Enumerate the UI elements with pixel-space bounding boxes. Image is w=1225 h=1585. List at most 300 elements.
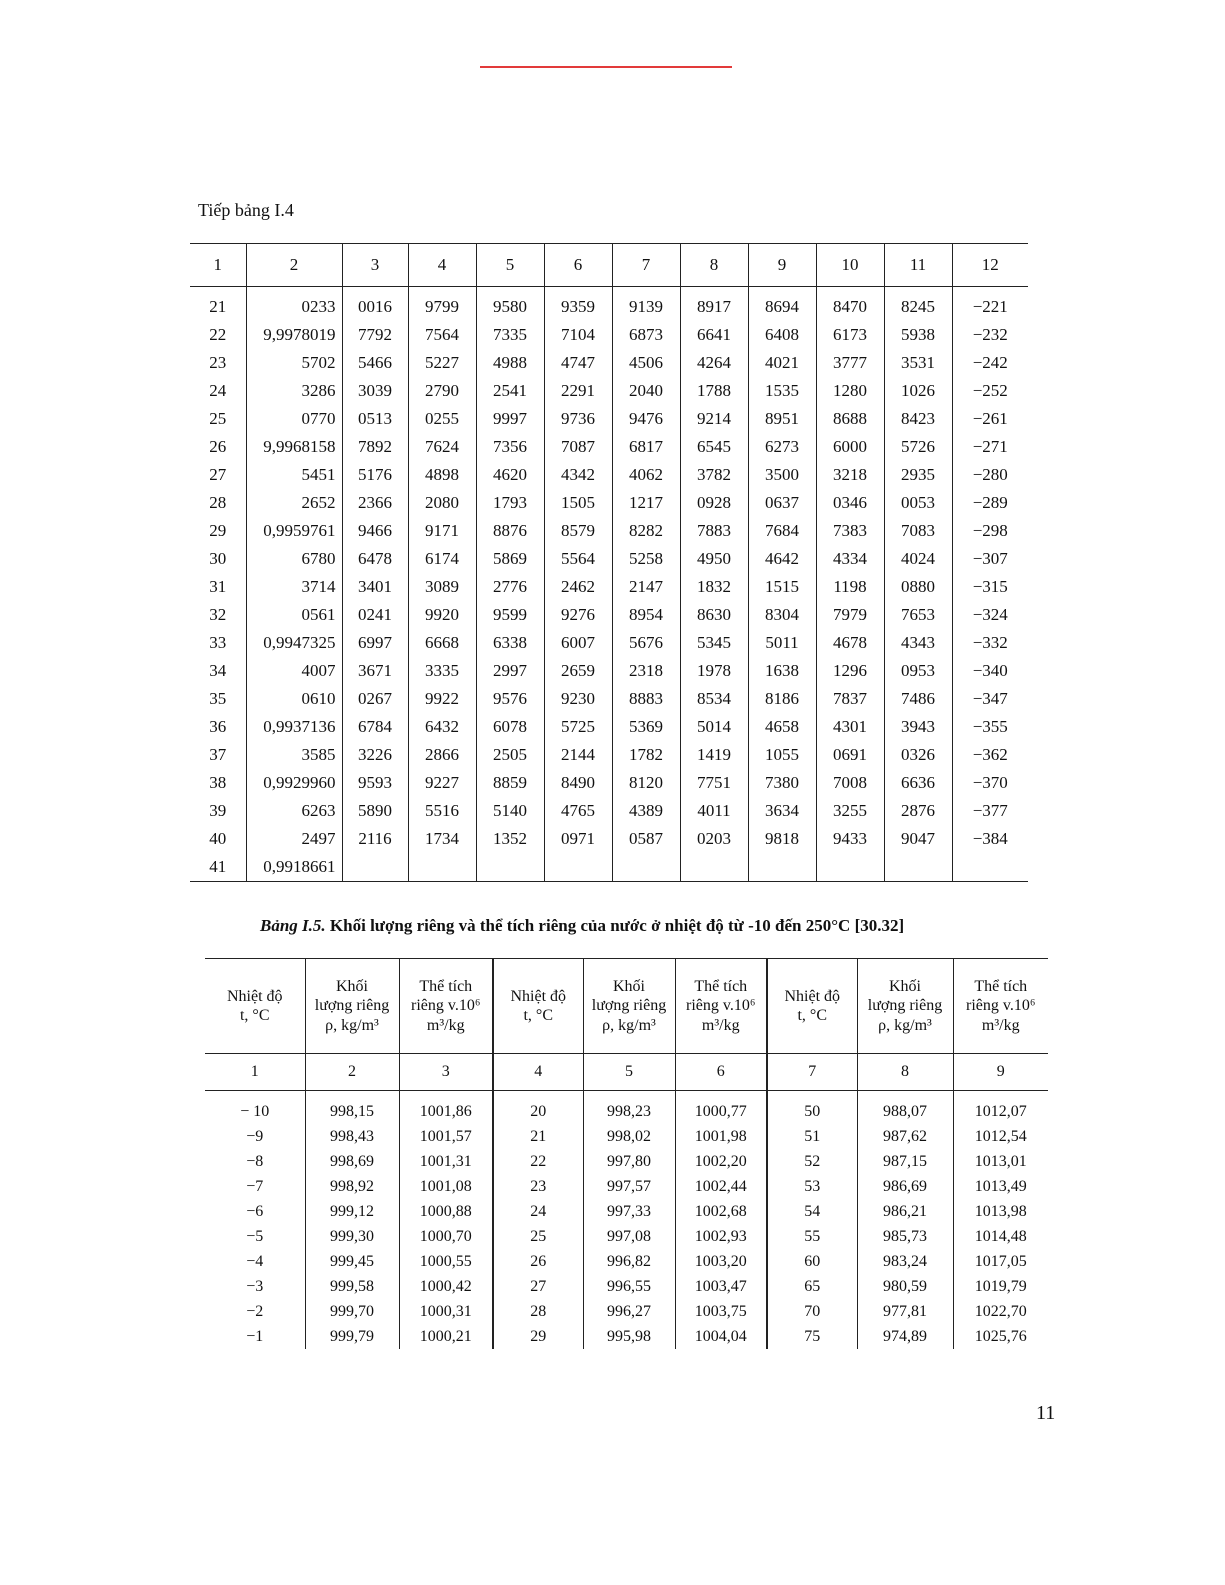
- table-cell: 7979: [816, 601, 884, 629]
- table-cell: 1001,08: [399, 1174, 493, 1199]
- table-cell: −289: [952, 489, 1028, 517]
- header-line: Thể tích: [694, 978, 748, 996]
- table-cell: 37: [209, 745, 227, 764]
- table-cell: 0971: [544, 825, 612, 853]
- table-cell: 1000,88: [399, 1199, 493, 1224]
- table-cell: 999,45: [305, 1249, 399, 1274]
- continuation-label: Tiếp bảng I.4: [198, 200, 294, 220]
- table-cell: 1296: [816, 657, 884, 685]
- table-cell: 55: [767, 1224, 857, 1249]
- column-number: 8: [857, 1054, 953, 1091]
- table-cell: 4334: [816, 545, 884, 573]
- table-cell: 9359: [544, 287, 612, 322]
- table-cell: 21: [209, 297, 227, 316]
- header-cell: 2: [246, 244, 342, 287]
- table-cell: 9818: [748, 825, 816, 853]
- table-cell: 998,23: [583, 1091, 675, 1125]
- table-cell: 4988: [476, 349, 544, 377]
- table-cell: 4021: [748, 349, 816, 377]
- header-cell: [205, 959, 305, 1054]
- table-cell: 996,55: [583, 1274, 675, 1299]
- column-number: 9: [953, 1054, 1048, 1091]
- table-cell: 6997: [342, 629, 408, 657]
- header-cell: 7: [612, 244, 680, 287]
- table-cell: 5369: [612, 713, 680, 741]
- table-cell: −298: [952, 517, 1028, 545]
- header-line: Nhiệt độ: [784, 987, 841, 1005]
- table-cell: −221: [952, 287, 1028, 322]
- table-cell: 3585: [246, 741, 342, 769]
- table-cell: 1000,77: [675, 1091, 767, 1125]
- table-cell: 7008: [816, 769, 884, 797]
- header-line: lượng riêng: [591, 997, 667, 1015]
- table-cell: 0513: [342, 405, 408, 433]
- table-cell: 2866: [408, 741, 476, 769]
- table-cell: 2144: [544, 741, 612, 769]
- table-cell: 5345: [680, 629, 748, 657]
- table-cell: 28: [209, 493, 227, 512]
- table-cell: 7104: [544, 321, 612, 349]
- table-cell: 4765: [544, 797, 612, 825]
- table-cell: 6432: [408, 713, 476, 741]
- table-cell: 8579: [544, 517, 612, 545]
- table-cell: 1012,07: [953, 1091, 1048, 1125]
- table-cell: 26: [493, 1249, 583, 1274]
- table-cell: 5702: [246, 349, 342, 377]
- table-cell: −252: [952, 377, 1028, 405]
- table-cell: 4301: [816, 713, 884, 741]
- table-cell: −307: [952, 545, 1028, 573]
- table-cell: 9576: [476, 685, 544, 713]
- table-cell: 4024: [884, 545, 952, 573]
- header-cell: [583, 959, 675, 1054]
- table-cell: 8490: [544, 769, 612, 797]
- table-cell: 3943: [884, 713, 952, 741]
- table-cell: 8883: [612, 685, 680, 713]
- table-cell: 0016: [342, 287, 408, 322]
- table-cell: 986,69: [857, 1174, 953, 1199]
- table-row: [190, 349, 1028, 377]
- table-cell: 6784: [342, 713, 408, 741]
- table-cell: 35: [209, 689, 227, 708]
- table-cell: 3777: [816, 349, 884, 377]
- table-cell: 3634: [748, 797, 816, 825]
- table-i4: [190, 243, 1028, 882]
- table-cell: 4343: [884, 629, 952, 657]
- table-cell: 9922: [408, 685, 476, 713]
- table-cell: 1352: [476, 825, 544, 853]
- table-cell: 9920: [408, 601, 476, 629]
- table-cell: 5938: [884, 321, 952, 349]
- table-cell: 29: [209, 521, 227, 540]
- table-cell: 6636: [884, 769, 952, 797]
- table-cell: 8694: [748, 287, 816, 322]
- table-cell: 1793: [476, 489, 544, 517]
- table-cell: 3782: [680, 461, 748, 489]
- table-cell: 7751: [680, 769, 748, 797]
- table-cell: 987,15: [857, 1149, 953, 1174]
- table-cell: 8951: [748, 405, 816, 433]
- table-cell: 9171: [408, 517, 476, 545]
- table-row: [190, 377, 1028, 405]
- table-row: [190, 825, 1028, 853]
- table-cell: 23: [209, 353, 227, 372]
- header-rule: [480, 66, 732, 68]
- table-cell: 7684: [748, 517, 816, 545]
- table-cell: 1002,68: [675, 1199, 767, 1224]
- table-cell: 2366: [342, 489, 408, 517]
- table-cell: 0561: [246, 601, 342, 629]
- header-cell: 10: [816, 244, 884, 287]
- table-cell: 24: [209, 381, 227, 400]
- table-cell: 4678: [816, 629, 884, 657]
- header-cell: 4: [408, 244, 476, 287]
- table-cell: 2659: [544, 657, 612, 685]
- table-cell: 8423: [884, 405, 952, 433]
- table-cell: 1978: [680, 657, 748, 685]
- table-cell: 1017,05: [953, 1249, 1048, 1274]
- table-cell: −332: [952, 629, 1028, 657]
- table-cell: 4007: [246, 657, 342, 685]
- table-cell: 8245: [884, 287, 952, 322]
- table-cell: 996,82: [583, 1249, 675, 1274]
- header-cell: 5: [476, 244, 544, 287]
- table-cell: −7: [246, 1177, 264, 1195]
- table-cell: 1001,86: [399, 1091, 493, 1125]
- table-cell: 1217: [612, 489, 680, 517]
- table-row: [190, 405, 1028, 433]
- column-number: 4: [493, 1054, 583, 1091]
- table-cell: 8534: [680, 685, 748, 713]
- table-row: [190, 287, 1028, 322]
- table-cell: 4950: [680, 545, 748, 573]
- table-cell: −377: [952, 797, 1028, 825]
- table-cell: 0,9947325: [246, 629, 342, 657]
- page-number: 11: [1036, 1402, 1056, 1424]
- table-cell: 1013,01: [953, 1149, 1048, 1174]
- table-cell: 0953: [884, 657, 952, 685]
- table-cell: 2505: [476, 741, 544, 769]
- header-line: m³/kg: [426, 1016, 465, 1034]
- table-cell: 6007: [544, 629, 612, 657]
- table-cell: −4: [246, 1252, 264, 1270]
- table-cell: 4389: [612, 797, 680, 825]
- table-row: [190, 573, 1028, 601]
- table-cell: −3: [246, 1277, 264, 1295]
- table-cell: 980,59: [857, 1274, 953, 1299]
- table-cell: −261: [952, 405, 1028, 433]
- table-cell: [816, 853, 884, 882]
- table-cell: 983,24: [857, 1249, 953, 1274]
- table-cell: 36: [209, 717, 227, 736]
- table-cell: 2080: [408, 489, 476, 517]
- table-cell: 7335: [476, 321, 544, 349]
- table-cell: 9599: [476, 601, 544, 629]
- table-cell: −6: [246, 1202, 264, 1220]
- table-cell: [408, 853, 476, 882]
- table-cell: 2652: [246, 489, 342, 517]
- table-cell: 9,9968158: [246, 433, 342, 461]
- table-cell: [884, 853, 952, 882]
- header-cell: [767, 959, 857, 1054]
- table-cell: 2291: [544, 377, 612, 405]
- table-cell: 1198: [816, 573, 884, 601]
- table-cell: 1003,47: [675, 1274, 767, 1299]
- table-cell: 8120: [612, 769, 680, 797]
- table-cell: 0770: [246, 405, 342, 433]
- column-number: 1: [205, 1054, 305, 1091]
- table-cell: 985,73: [857, 1224, 953, 1249]
- table-cell: 51: [767, 1124, 857, 1149]
- table-cell: 8859: [476, 769, 544, 797]
- table-cell: 24: [493, 1199, 583, 1224]
- header-cell: [399, 959, 493, 1054]
- table-cell: 54: [767, 1199, 857, 1224]
- table-cell: 7383: [816, 517, 884, 545]
- table-row: [205, 1224, 1048, 1249]
- table-cell: −5: [246, 1227, 264, 1245]
- table-cell: 3089: [408, 573, 476, 601]
- table-cell: 2040: [612, 377, 680, 405]
- table-cell: 40: [209, 829, 227, 848]
- table-cell: 0610: [246, 685, 342, 713]
- table-cell: 6174: [408, 545, 476, 573]
- table-row: [205, 1174, 1048, 1199]
- table-cell: 0267: [342, 685, 408, 713]
- header-line: t, °C: [239, 1007, 270, 1024]
- header-line: Khối: [613, 978, 645, 996]
- table-cell: 26: [209, 437, 227, 456]
- table-cell: 7380: [748, 769, 816, 797]
- table-cell: 53: [767, 1174, 857, 1199]
- table-cell: 3039: [342, 377, 408, 405]
- table-cell: 977,81: [857, 1299, 953, 1324]
- column-number: 3: [399, 1054, 493, 1091]
- table-cell: 9276: [544, 601, 612, 629]
- table-cell: 1026: [884, 377, 952, 405]
- table-cell: 1002,93: [675, 1224, 767, 1249]
- table-cell: 5176: [342, 461, 408, 489]
- table-cell: 1001,98: [675, 1124, 767, 1149]
- table-cell: 999,79: [305, 1324, 399, 1349]
- table-cell: 0,9929960: [246, 769, 342, 797]
- table-cell: 1000,55: [399, 1249, 493, 1274]
- table-cell: 1505: [544, 489, 612, 517]
- table-row: [190, 629, 1028, 657]
- table-cell: 8954: [612, 601, 680, 629]
- table-cell: 1000,31: [399, 1299, 493, 1324]
- table-cell: −1: [246, 1327, 264, 1345]
- table-cell: [612, 853, 680, 882]
- table-cell: 33: [209, 633, 227, 652]
- table-cell: 3500: [748, 461, 816, 489]
- header-line: ρ, kg/m³: [878, 1016, 932, 1034]
- header-line: riêng v.10⁶: [966, 997, 1036, 1015]
- table-cell: 7083: [884, 517, 952, 545]
- table-cell: 38: [209, 773, 227, 792]
- table-row: [205, 1199, 1048, 1224]
- table-cell: 8917: [680, 287, 748, 322]
- header-line: m³/kg: [981, 1016, 1020, 1034]
- header-cell: 12: [952, 244, 1028, 287]
- table-row: [190, 461, 1028, 489]
- table-row: [205, 1299, 1048, 1324]
- table-row: [190, 769, 1028, 797]
- table-cell: 6263: [246, 797, 342, 825]
- header-line: t, °C: [797, 1007, 827, 1024]
- table-cell: 4011: [680, 797, 748, 825]
- table-cell: [342, 853, 408, 882]
- table-cell: 4264: [680, 349, 748, 377]
- table-cell: 3226: [342, 741, 408, 769]
- table-cell: −2: [246, 1302, 264, 1320]
- table-cell: 5676: [612, 629, 680, 657]
- table-cell: 1013,98: [953, 1199, 1048, 1224]
- table-cell: 1001,31: [399, 1149, 493, 1174]
- table-row: [190, 685, 1028, 713]
- table-cell: 7624: [408, 433, 476, 461]
- table-cell: −280: [952, 461, 1028, 489]
- table-cell: −271: [952, 433, 1028, 461]
- table-cell: 1535: [748, 377, 816, 405]
- table-row: [190, 741, 1028, 769]
- table-cell: 997,33: [583, 1199, 675, 1224]
- table-cell: 1638: [748, 657, 816, 685]
- table-cell: 6668: [408, 629, 476, 657]
- table-row: [190, 545, 1028, 573]
- table-row: [205, 1149, 1048, 1174]
- table-i4-header: [190, 244, 1028, 287]
- header-cell: [953, 959, 1048, 1054]
- table-cell: 5869: [476, 545, 544, 573]
- table-cell: 1000,70: [399, 1224, 493, 1249]
- table-cell: 4620: [476, 461, 544, 489]
- header-line: lượng riêng: [867, 997, 943, 1015]
- table-cell: 2776: [476, 573, 544, 601]
- table-cell: 5725: [544, 713, 612, 741]
- table-cell: 5140: [476, 797, 544, 825]
- table-cell: 2116: [342, 825, 408, 853]
- table-cell: 1419: [680, 741, 748, 769]
- table-cell: −9: [246, 1127, 264, 1145]
- table-cell: 5227: [408, 349, 476, 377]
- column-number: 5: [583, 1054, 675, 1091]
- table-cell: 41: [190, 853, 246, 882]
- table-cell: 1788: [680, 377, 748, 405]
- table-cell: 7486: [884, 685, 952, 713]
- table-cell: [952, 853, 1028, 882]
- table-row: [190, 489, 1028, 517]
- table-cell: 28: [493, 1299, 583, 1324]
- table-cell: 6545: [680, 433, 748, 461]
- table-cell: 987,62: [857, 1124, 953, 1149]
- table-cell: 0637: [748, 489, 816, 517]
- table-cell: 988,07: [857, 1091, 953, 1125]
- table-cell: 9047: [884, 825, 952, 853]
- table-cell: 0928: [680, 489, 748, 517]
- table-cell: 6173: [816, 321, 884, 349]
- table-cell: 5726: [884, 433, 952, 461]
- table-cell: 6000: [816, 433, 884, 461]
- header-line: Thể tích: [419, 978, 473, 996]
- table-cell: 0053: [884, 489, 952, 517]
- table-cell: 9997: [476, 405, 544, 433]
- table-cell: 7087: [544, 433, 612, 461]
- table-cell: 20: [493, 1091, 583, 1125]
- table-cell: 0,9959761: [246, 517, 342, 545]
- table-cell: 7564: [408, 321, 476, 349]
- header-line: Khối: [889, 978, 921, 996]
- table-cell: 0326: [884, 741, 952, 769]
- table-cell: 1280: [816, 377, 884, 405]
- table-row: [205, 1091, 1048, 1125]
- table-cell: 5890: [342, 797, 408, 825]
- table-cell: 4642: [748, 545, 816, 573]
- table-row: [190, 713, 1028, 741]
- table-cell: 7892: [342, 433, 408, 461]
- table-cell: 998,92: [305, 1174, 399, 1199]
- table-cell: 2462: [544, 573, 612, 601]
- table-cell: −384: [952, 825, 1028, 853]
- table-cell: 22: [209, 325, 227, 344]
- table-cell: 1003,20: [675, 1249, 767, 1274]
- table-cell: 22: [493, 1149, 583, 1174]
- table-cell: 25: [493, 1224, 583, 1249]
- table-cell: 1019,79: [953, 1274, 1048, 1299]
- table-cell: 9227: [408, 769, 476, 797]
- table-cell: 6873: [612, 321, 680, 349]
- caption-title: Khối lượng riêng và thể tích riêng của nước ở nhiệt độ từ -10 đến 250°C [30.32]: [325, 916, 905, 935]
- table-cell: 1515: [748, 573, 816, 601]
- table-cell: 997,08: [583, 1224, 675, 1249]
- table-i5-caption: [260, 916, 904, 936]
- header-cell: [493, 959, 583, 1054]
- table-cell: 2997: [476, 657, 544, 685]
- table-cell: 9580: [476, 287, 544, 322]
- table-cell: 70: [767, 1299, 857, 1324]
- table-cell: 39: [209, 801, 227, 820]
- table-cell: 1832: [680, 573, 748, 601]
- table-cell: 998,02: [583, 1124, 675, 1149]
- table-cell: 1000,42: [399, 1274, 493, 1299]
- table-cell: 998,69: [305, 1149, 399, 1174]
- table-cell: 8688: [816, 405, 884, 433]
- table-cell: −355: [952, 713, 1028, 741]
- table-cell: 0,9937136: [246, 713, 342, 741]
- table-cell: 6408: [748, 321, 816, 349]
- table-cell: 9214: [680, 405, 748, 433]
- table-cell: [544, 853, 612, 882]
- table-row: [205, 1249, 1048, 1274]
- table-cell: [748, 853, 816, 882]
- table-cell: 2790: [408, 377, 476, 405]
- table-cell: 5258: [612, 545, 680, 573]
- table-cell: 52: [767, 1149, 857, 1174]
- table-cell: 6780: [246, 545, 342, 573]
- table-cell: 27: [209, 465, 227, 484]
- table-row: [205, 1324, 1048, 1349]
- table-cell: 0346: [816, 489, 884, 517]
- table-cell: −340: [952, 657, 1028, 685]
- table-row: [190, 433, 1028, 461]
- table-cell: 9799: [408, 287, 476, 322]
- table-cell: 3218: [816, 461, 884, 489]
- table-cell: 0691: [816, 741, 884, 769]
- table-cell: 6817: [612, 433, 680, 461]
- table-cell: 9,9978019: [246, 321, 342, 349]
- table-cell: −362: [952, 741, 1028, 769]
- table-cell: −370: [952, 769, 1028, 797]
